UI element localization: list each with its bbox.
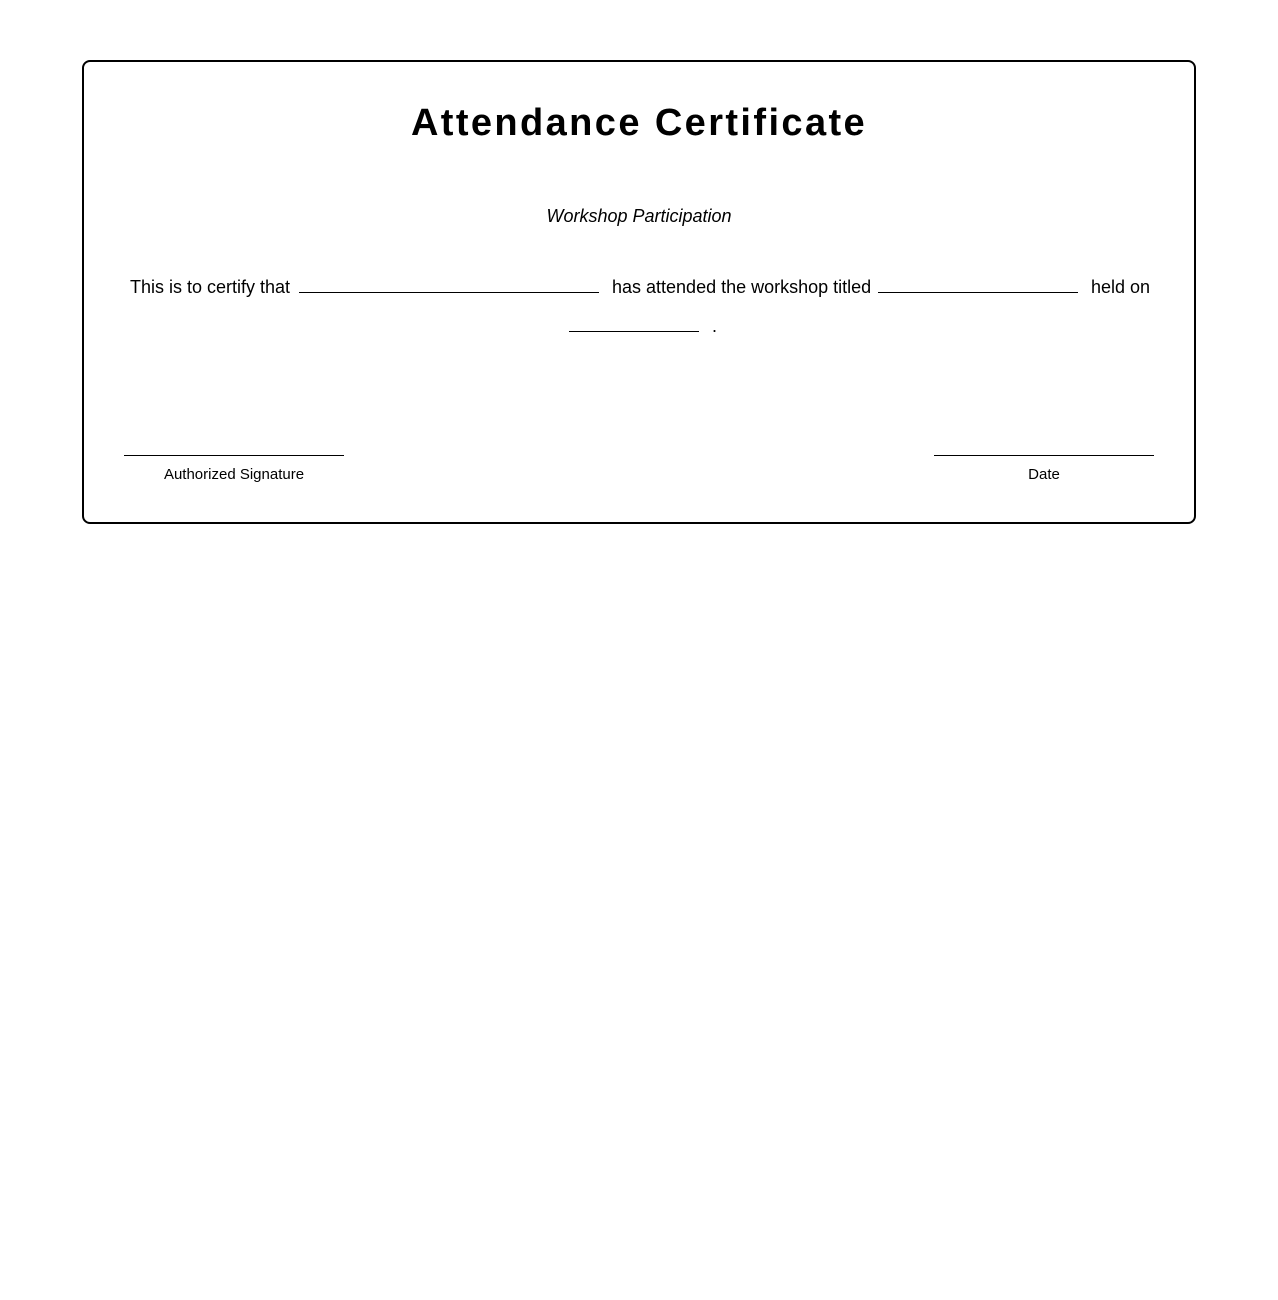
date-line[interactable]	[934, 455, 1154, 456]
date-label: Date	[1028, 466, 1060, 483]
body-text-attended: has attended the workshop titled	[612, 277, 872, 297]
certificate-card	[82, 60, 1196, 524]
certificate-title: Attendance Certificate	[410, 102, 868, 144]
workshop-title-blank[interactable]	[878, 292, 1078, 293]
certificate-subtitle: Workshop Participation	[546, 206, 732, 226]
signature-label: Authorized Signature	[163, 466, 305, 483]
body-text-certify: This is to certify that	[130, 277, 291, 297]
body-text-held-on: held on	[1091, 277, 1151, 297]
body-text-period: .	[712, 316, 718, 336]
workshop-date-blank[interactable]	[569, 331, 699, 332]
signature-line[interactable]	[124, 455, 344, 456]
participant-name-blank[interactable]	[299, 292, 599, 293]
